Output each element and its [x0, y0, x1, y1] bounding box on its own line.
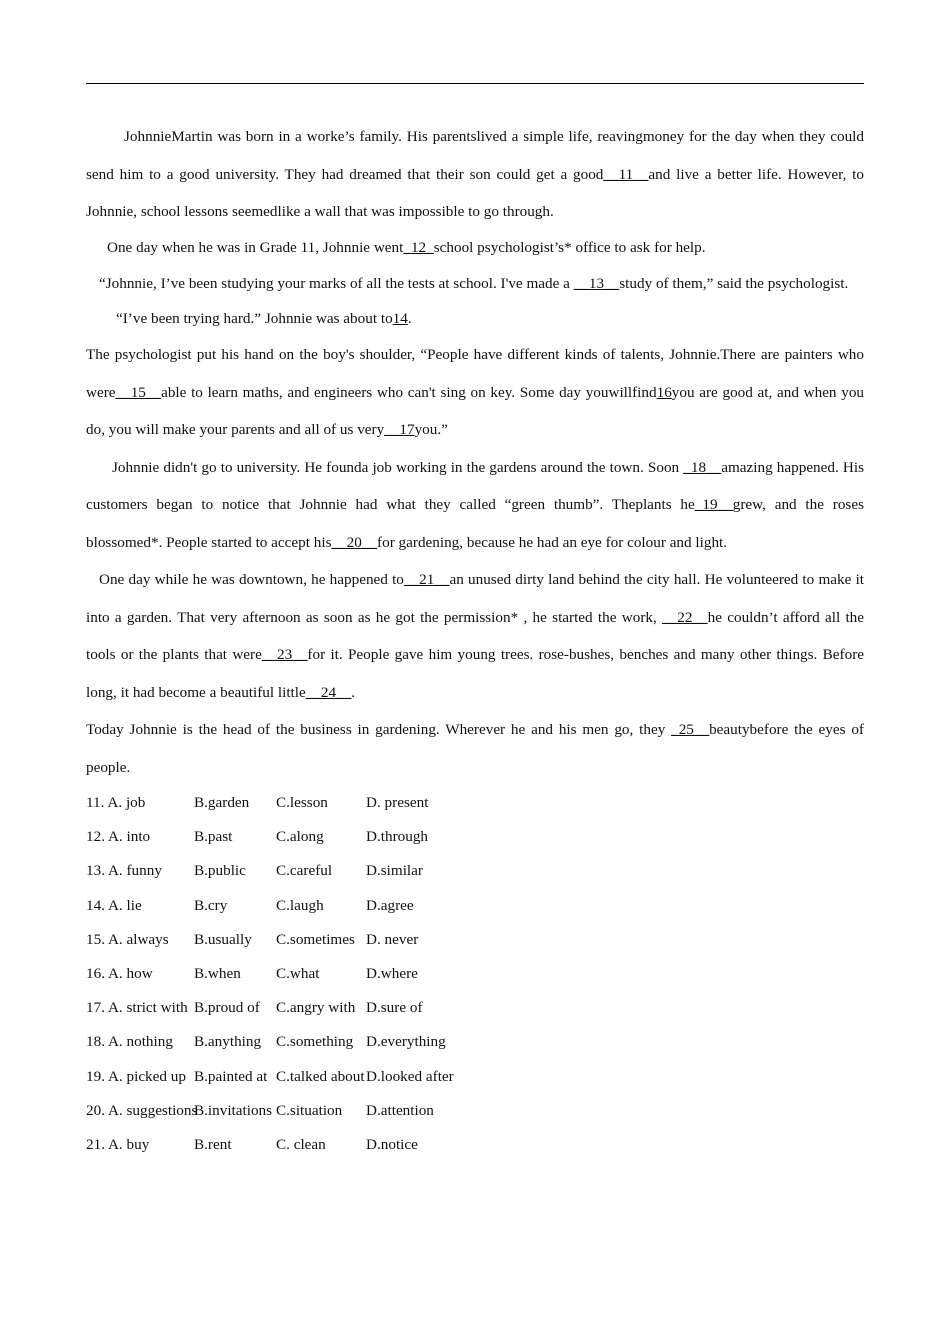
- option-row-21: 21. A. buy B.rent C. clean D.notice: [86, 1136, 418, 1154]
- option-row-12: 12. A. into B.past C.along D.through: [86, 828, 429, 846]
- passage-paragraph-3: “Johnnie, I’ve been studying your marks of all the tests at school. I've made a __13__study of them,” said the psychologist.: [99, 274, 849, 292]
- option-row-15: 15. A. always B.usually C.sometimes D. never: [86, 930, 419, 948]
- blank-17: __17: [384, 421, 415, 438]
- blank-12: _12_: [403, 238, 434, 256]
- option-row-16: 16. A. how B.when C.what D.where: [86, 965, 418, 983]
- option-row-18: 18. A. nothing B.anything C.something D.everything: [86, 1033, 446, 1051]
- option-row-17: 17. A. strict with B.proud of C.angry with D.sure of: [86, 999, 423, 1017]
- passage-paragraph-2: One day when he was in Grade 11, Johnnie went_12_school psychologist’s* office to ask for help.: [107, 238, 706, 256]
- blank-19: _19__: [694, 496, 733, 513]
- option-row-13: 13. A. funny B.public C.careful D.similar: [86, 862, 423, 880]
- passage-paragraph-6: Johnnie didn't go to university. He founda job working in the gardens around the town. Soon _18__amazing happened. His customers began to notice that Johnnie had what they called “green thumb”. Theplants he_19__grew, and the roses blossomed*. People started to accept his__20__for gardening, because he had an eye for colour and light.: [86, 458, 864, 551]
- option-row-20: 20. A. suggestionsB.invitations C.situation D.attention: [86, 1101, 434, 1119]
- blank-21: __21__: [403, 571, 450, 588]
- passage-paragraph-1: JohnnieMartin was born in a worke’s family. His parentslived a simple life, reavingmoney for the day when they could send him to a good university. They had dreamed that their son could get a good__11__and live a better life. However, to Johnnie, school lessons seemedlike a wall that was impossible to go through.: [86, 128, 865, 220]
- blank-16: 16: [656, 383, 672, 401]
- option-row-14: 14. A. lie B.cry C.laugh D.agree: [86, 896, 414, 914]
- blank-15: __15__: [115, 383, 162, 401]
- answer-options: [86, 786, 864, 1162]
- option-row-19: 19. A. picked up B.painted at C.talked aboutD.looked after: [86, 1067, 454, 1085]
- blank-13: __13__: [573, 274, 620, 292]
- blank-14: 14: [392, 310, 408, 327]
- option-row-11: 11. A. job B.garden C.lesson D. present: [86, 794, 429, 811]
- passage-paragraph-4: “I’ve been trying hard.” Johnnie was about to14.: [116, 310, 412, 327]
- document-body: [86, 118, 864, 1162]
- passage-paragraph-5: The psychologist put his hand on the boy's shoulder, “People have different kinds of talents, Johnnie.There are painters who were__15__able to learn maths, and engineers who can't sing on key. Some day youwillfind16you are good at, and when you do, you will make your parents and all of us very__17you.”: [86, 346, 865, 438]
- blank-20: __20__: [331, 533, 378, 551]
- blank-25: _25__: [671, 721, 710, 738]
- blank-24: __24__: [305, 683, 352, 701]
- blank-11: __11__: [603, 165, 649, 183]
- blank-18: _18__: [683, 458, 722, 476]
- blank-22: __22__: [662, 608, 708, 626]
- passage-paragraph-8: Today Johnnie is the head of the business in gardening. Wherever he and his men go, they _25__beautybefore the eyes of people.: [86, 721, 864, 776]
- blank-23: __23__: [261, 646, 308, 663]
- passage-paragraph-7: One day while he was downtown, he happened to__21__an unused dirty land behind the city hall. He volunteered to make it into a garden. That very afternoon as soon as he got the permission* , he started the work, __22__he couldn’t afford all the tools or the plants that were__23__for it. People gave him young trees. rose-bushes, benches and many other things. Before long, it had become a beautiful little__24__.: [86, 571, 865, 701]
- header-rule: [86, 83, 864, 84]
